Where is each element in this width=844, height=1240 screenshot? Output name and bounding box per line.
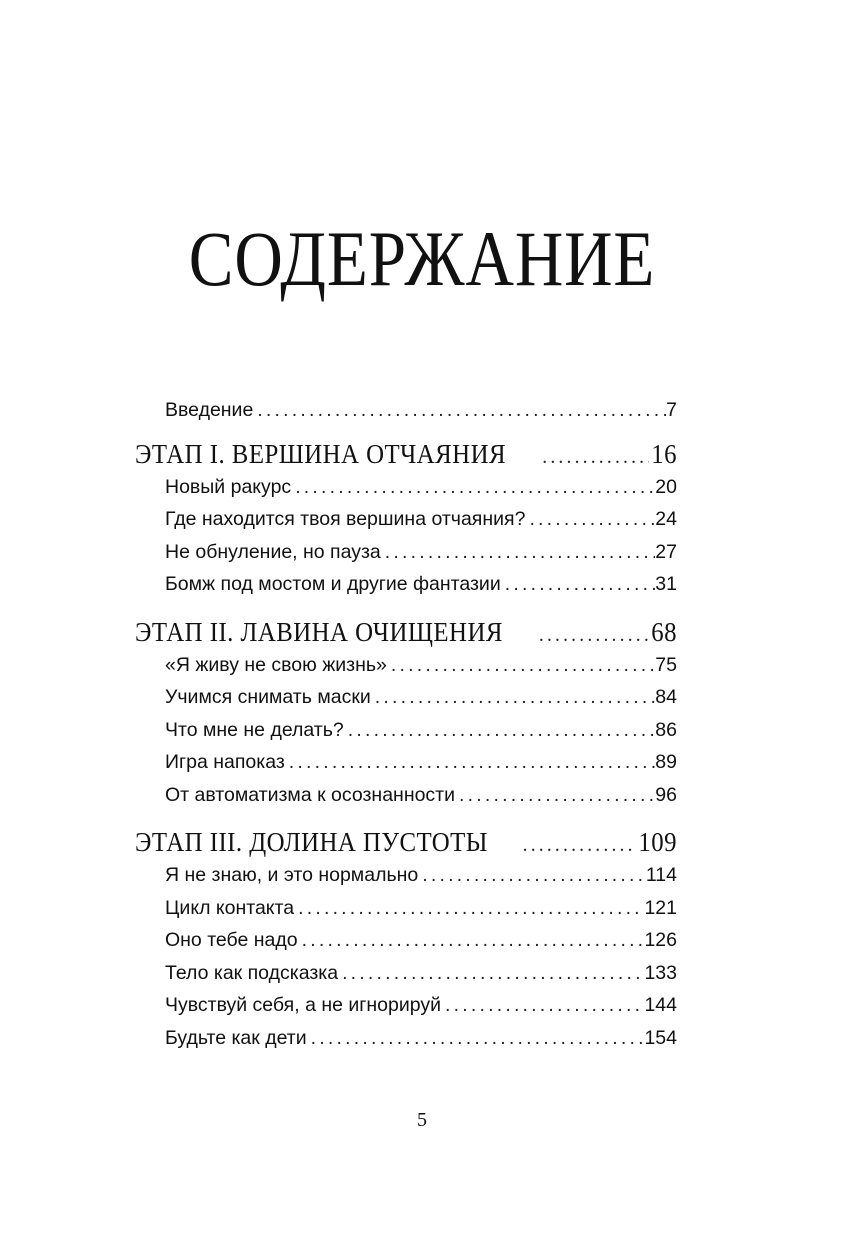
toc-stage-3[interactable] [135,825,677,859]
toc-entry-page: 121 [644,896,677,919]
toc-entry[interactable] [135,779,677,812]
dot-leader [519,829,635,859]
toc-entry-page: 126 [644,929,677,951]
toc-entry-label: «Я живу не свою жизнь» [165,653,387,676]
toc-entry-label: От автоматизма к осознанности [165,783,456,806]
toc-entry-page: 133 [644,961,677,984]
toc-entry-label: Бомж под мостом и другие фантазии [165,573,501,595]
toc-stage-label: ЭТАП I. ВЕРШИНА ОТЧАЯНИЯ [135,438,507,469]
toc-entry[interactable] [135,892,677,925]
page-title: СОДЕРЖАНИЕ [188,215,656,303]
toc-entry[interactable] [135,649,677,682]
toc-stage-page: 68 [651,616,677,647]
dot-leader [371,681,656,714]
dot-leader [285,746,656,779]
toc-entry[interactable] [135,989,677,1022]
dot-leader [344,714,656,747]
toc-entry-page: 114 [645,864,677,886]
toc-entry-page: 31 [655,573,677,595]
page-number: 5 [417,1109,427,1131]
dot-leader [307,1022,645,1055]
toc-entry-page: 144 [644,994,677,1016]
dot-leader [501,568,656,601]
toc-stage-label: ЭТАП III. ДОЛИНА ПУСТОТЫ [135,827,488,857]
dot-leader [387,649,655,682]
toc-entry-label: Что мне не делать? [165,718,344,741]
toc-entry-label: Где находится твоя вершина отчаяния? [165,508,526,530]
toc-entry-label: Цикл контакта [165,896,295,919]
table-of-contents [135,394,677,1054]
dot-leader [535,619,649,649]
toc-entry-label: Не обнуление, но пауза [165,540,381,563]
toc-entry[interactable] [135,681,677,714]
toc-entry-page: 86 [655,718,677,741]
toc-entry[interactable] [135,714,677,747]
toc-entry-page: 24 [655,508,677,530]
toc-entry-label: Тело как подсказка [165,961,339,984]
dot-leader [298,924,645,957]
dot-leader [294,892,644,925]
toc-entry-page: 154 [644,1026,677,1049]
toc-stage-label: ЭТАП II. ЛАВИНА ОЧИЩЕНИЯ [135,616,503,647]
dot-leader [455,779,655,812]
toc-entry[interactable] [135,957,677,990]
dot-leader [441,989,644,1022]
toc-entry-page: 96 [655,783,677,806]
toc-entry-label: Игра напоказ [165,751,285,773]
toc-stage-page: 16 [651,438,677,469]
dot-leader [538,441,649,471]
toc-entry-page: 75 [655,653,677,676]
dot-leader [381,536,656,569]
toc-entry-page: 27 [655,540,677,563]
toc-entry-label: Новый ракурс [165,475,292,498]
toc-entry-page: 84 [655,686,677,708]
toc-entry[interactable] [135,503,677,536]
toc-entry[interactable] [135,568,677,601]
dot-leader [338,957,644,990]
toc-entry-label: Учимся снимать маски [165,686,371,708]
toc-entry-page: 89 [655,751,677,773]
toc-entry-label: Я не знаю, и это нормально [165,864,419,886]
toc-entry[interactable] [135,924,677,957]
toc-entry[interactable] [135,1022,677,1055]
toc-entry[interactable] [135,471,677,504]
toc-entry[interactable] [135,746,677,779]
toc-entry-label: Будьте как дети [165,1026,307,1049]
toc-entry-page: 7 [666,399,677,421]
toc-entry[interactable] [135,536,677,569]
dot-leader [291,471,655,504]
toc-stage-1[interactable] [135,437,677,471]
toc-entry-intro[interactable] [135,394,677,427]
toc-entry[interactable] [135,859,677,892]
dot-leader [253,394,666,427]
dot-leader [525,503,655,536]
toc-entry-label: Чувствуй себя, а не игнорируй [165,994,441,1016]
toc-stage-page: 109 [638,827,677,857]
dot-leader [418,859,646,892]
toc-entry-page: 20 [655,475,677,498]
toc-entry-label: Оно тебе надо [165,929,298,951]
toc-stage-2[interactable] [135,615,677,649]
toc-entry-label: Введение [165,399,254,421]
